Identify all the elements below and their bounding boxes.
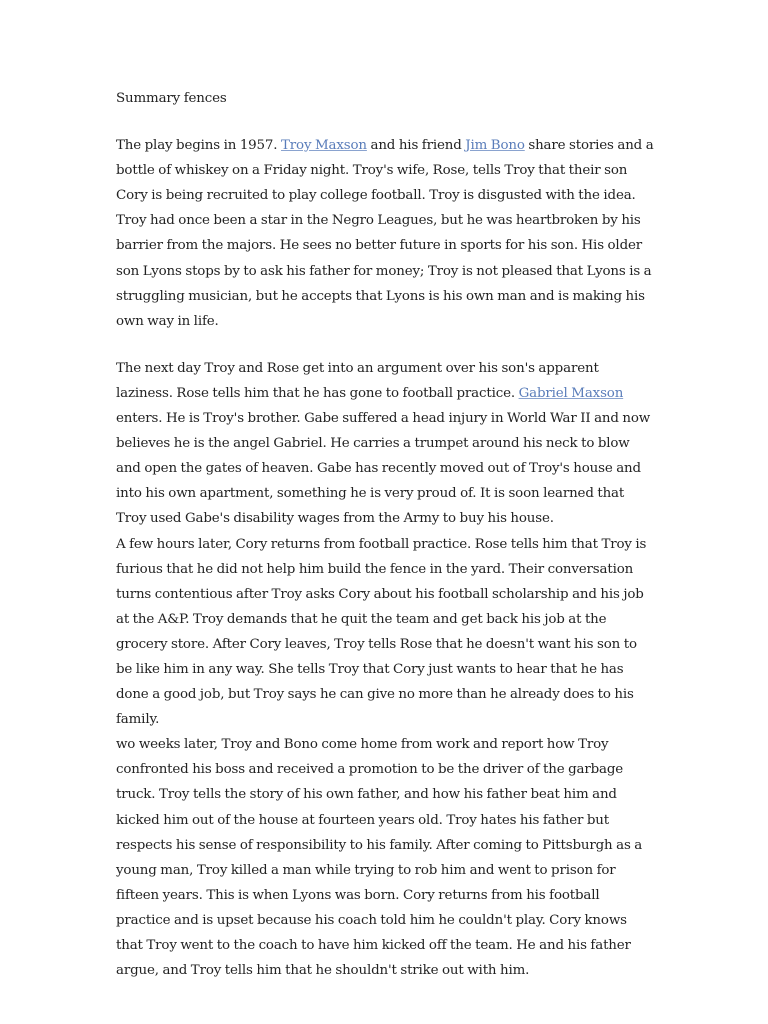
link-gabriel-maxson[interactable]: Gabriel Maxson (518, 385, 624, 401)
paragraph-3: A few hours later, Cory returns from football practice. Rose tells him that Troy is furious that he did not help him build the fence in the yard. Their conversation turns contentious after Troy asks Cory about his football scholarship and his job at the A&P. Troy demands that he quit the team and get back his job at the grocery store. After Cory leaves, Troy tells Rose that he doesn't want his son to be like him in any way. She tells Troy that Cory just wants to hear that he has done a good job, but Troy says he can give no more than he already does to his family. (116, 536, 647, 728)
link-troy-maxson[interactable]: Troy Maxson (281, 138, 367, 154)
paragraph-2 (116, 356, 656, 532)
paragraph-1-text-c: share stories and a bottle of whiskey on a Friday night. Troy's wife, Rose, tells Troy that their son Cory is being recruited to play college football. Troy is disgusted with the idea. Troy had once been a star in the Negro Leagues, but he was heartbroken by his barrier from the majors. He sees no better future in sports for his son. His older son Lyons stops by to ask his father for money; Troy is not pleased that Lyons is a struggling musician, but he accepts that Lyons is his own man and is making his own way in life. (116, 138, 654, 329)
document-page (116, 86, 656, 983)
paragraph-1-text-b: and his friend (366, 138, 466, 154)
paragraph-2-text-b: enters. He is Troy's brother. Gabe suffered a head injury in World War II and now believes he is the angel Gabriel. He carries a trumpet around his neck to blow and open the gates of heaven. Gabe has recently moved out of Troy's house and into his own apartment, something he is very proud of. It is soon learned that Troy used Gabe's disability wages from the Army to buy his house. (116, 411, 651, 527)
paragraph-4: wo weeks later, Troy and Bono come home from work and report how Troy confronted his boss and received a promotion to be the driver of the garbage truck. Troy tells the story of his own father, and how his father beat him and kicked him out of the house at fourteen years old. Troy hates his father but respects his sense of responsibility to his family. After coming to Pittsburgh as a young man, Troy killed a man while trying to rob him and went to prison for fifteen years. This is when Lyons was born. Cory returns from his football practice and is upset because his coach told him he couldn't play. Cory knows that Troy went to the coach to have him kicked off the team. He and his father argue, and Troy tells him that he shouldn't strike out with him. (116, 737, 643, 979)
paragraph-2-text-a: The next day Troy and Rose get into an argument over his son's apparent laziness. Rose tells him that he has gone to football practice. (116, 360, 599, 401)
paragraph-1 (116, 133, 656, 334)
paragraph-1-text-a: The play begins in 1957. (116, 138, 282, 154)
document-title: Summary fences (116, 91, 227, 106)
link-jim-bono[interactable]: Jim Bono (465, 138, 525, 154)
